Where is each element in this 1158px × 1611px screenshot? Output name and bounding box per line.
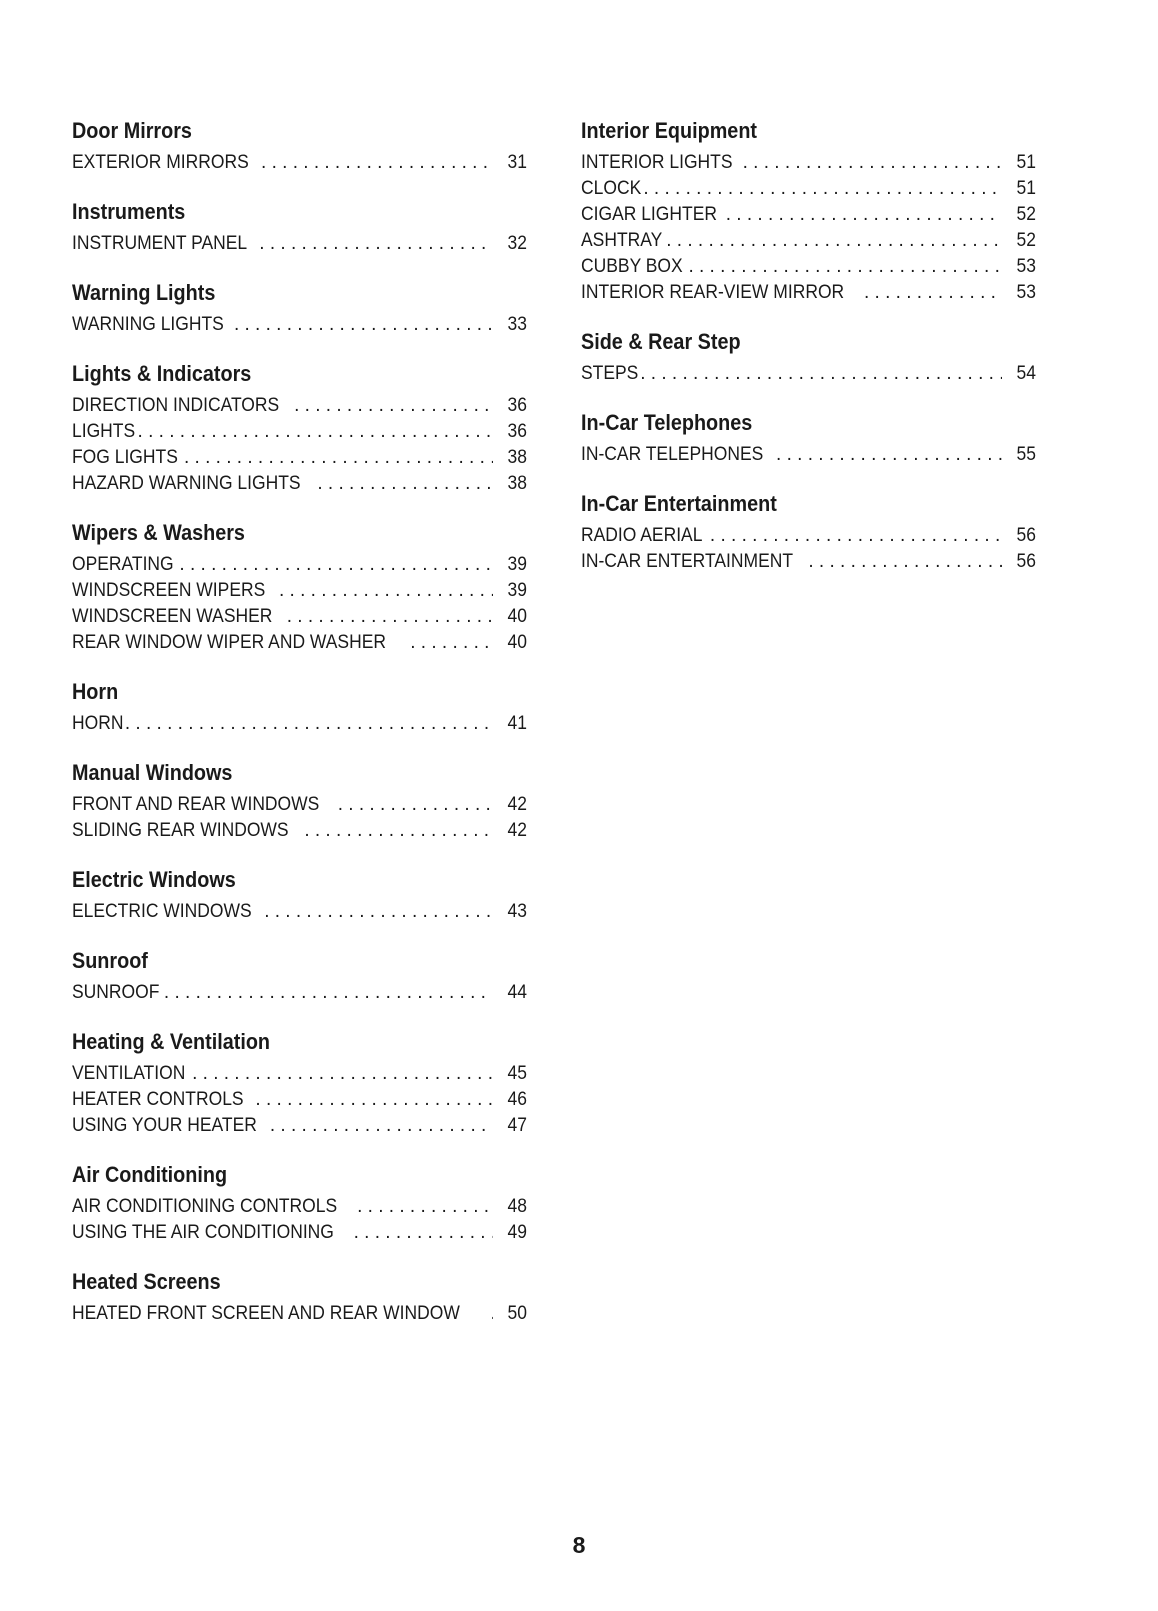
toc-entry-page: 31 [507, 152, 527, 173]
toc-entry-page: 48 [507, 1196, 527, 1217]
dot-leader [743, 150, 1002, 176]
toc-entry-page: 45 [507, 1063, 527, 1084]
section-title: Heating & Ventilation [72, 1029, 271, 1054]
dot-leader [338, 792, 493, 818]
toc-entry-page: 39 [507, 580, 527, 601]
toc-entry[interactable] [72, 312, 527, 338]
toc-entry-page: 51 [1016, 178, 1036, 199]
toc-entry-page: 36 [507, 395, 527, 416]
toc-entry-label: USING YOUR HEATER [72, 1115, 257, 1136]
toc-entry[interactable] [581, 176, 1036, 202]
toc-entry-label: ASHTRAY [581, 230, 663, 251]
toc-entry-label: HORN [72, 713, 124, 734]
section-title: Heated Screens [72, 1269, 221, 1294]
toc-entry-page: 50 [507, 1303, 527, 1324]
section-title: Sunroof [72, 948, 148, 973]
toc-entry-page: 40 [507, 632, 527, 653]
toc-entry-label: HEATED FRONT SCREEN AND REAR WINDOW [72, 1303, 460, 1324]
toc-entry-label: HAZARD WARNING LIGHTS [72, 473, 301, 494]
toc-entry-label: FRONT AND REAR WINDOWS [72, 794, 320, 815]
toc-entry-label: IN-CAR TELEPHONES [581, 444, 764, 465]
toc-entry-label: REAR WINDOW WIPER AND WASHER [72, 632, 387, 653]
toc-entry[interactable] [72, 445, 527, 471]
toc-entry[interactable] [72, 471, 527, 497]
toc-entry-label: INTERIOR LIGHTS [581, 152, 733, 173]
dot-leader [279, 578, 493, 604]
toc-entry-page: 36 [507, 421, 527, 442]
toc-entry-page: 53 [1016, 282, 1036, 303]
dot-leader [357, 1194, 493, 1220]
toc-entry-label: HEATER CONTROLS [72, 1089, 244, 1110]
section-title: Door Mirrors [72, 118, 192, 143]
section-title: Instruments [72, 199, 186, 224]
toc-entry[interactable] [72, 150, 527, 176]
toc-entry-page: 46 [507, 1089, 527, 1110]
toc-entry-page: 56 [1016, 551, 1036, 572]
toc-entry-page: 52 [1016, 230, 1036, 251]
toc-section [72, 278, 527, 338]
dot-leader [776, 442, 1002, 468]
toc-entry-page: 40 [507, 606, 527, 627]
toc-entry[interactable] [581, 280, 1036, 306]
section-title: In-Car Entertainment [581, 491, 777, 516]
toc-entry-page: 41 [507, 713, 527, 734]
toc-entry[interactable] [72, 792, 527, 818]
dot-leader [354, 1220, 493, 1246]
toc-entry-page: 38 [507, 447, 527, 468]
toc-entry[interactable] [581, 549, 1036, 575]
dot-leader [666, 228, 1002, 254]
dot-leader [304, 818, 493, 844]
toc-entry-label: USING THE AIR CONDITIONING [72, 1222, 334, 1243]
toc-section [581, 116, 1036, 306]
toc-entry-label: FOG LIGHTS [72, 447, 178, 468]
dot-leader [138, 419, 493, 445]
toc-section [72, 865, 527, 925]
dot-leader [643, 176, 1002, 202]
toc-entry-label: DIRECTION INDICATORS [72, 395, 280, 416]
toc-section [72, 359, 527, 497]
toc-section [72, 677, 527, 737]
toc-entry[interactable] [72, 231, 527, 257]
toc-entry-label: INSTRUMENT PANEL [72, 233, 248, 254]
toc-entry[interactable] [72, 578, 527, 604]
toc-entry-label: CIGAR LIGHTER [581, 204, 717, 225]
toc-entry[interactable] [72, 393, 527, 419]
toc-section [72, 197, 527, 257]
toc-section [581, 408, 1036, 468]
toc-section [72, 758, 527, 844]
toc-section [72, 1027, 527, 1139]
toc-entry[interactable] [72, 419, 527, 445]
toc-entry-label: CUBBY BOX [581, 256, 683, 277]
toc-entry-page: 56 [1016, 525, 1036, 546]
toc-entry-label: OPERATING [72, 554, 174, 575]
toc-left-column [72, 116, 527, 1348]
toc-section [72, 116, 527, 176]
toc-entry-page: 47 [507, 1115, 527, 1136]
toc-entry[interactable] [72, 604, 527, 630]
toc-entry-label: SLIDING REAR WINDOWS [72, 820, 289, 841]
toc-entry[interactable] [581, 228, 1036, 254]
page-number: 8 [572, 1532, 586, 1558]
dot-leader [726, 202, 1002, 228]
toc-entry[interactable] [581, 202, 1036, 228]
toc-entry-page: 42 [507, 820, 527, 841]
section-title: Warning Lights [72, 280, 216, 305]
toc-entry[interactable] [72, 630, 527, 656]
toc-entry[interactable] [72, 711, 527, 737]
toc-entry-page: 33 [507, 314, 527, 335]
toc-entry-page: 49 [507, 1222, 527, 1243]
dot-leader [179, 552, 493, 578]
toc-entry-page: 39 [507, 554, 527, 575]
toc-entry-label: CLOCK [581, 178, 642, 199]
section-title: Interior Equipment [581, 118, 758, 143]
toc-section [581, 327, 1036, 387]
section-title: Horn [72, 679, 119, 704]
toc-entry-label: ELECTRIC WINDOWS [72, 901, 252, 922]
toc-section [72, 518, 527, 656]
toc-entry-page: 32 [507, 233, 527, 254]
toc-entry-label: VENTILATION [72, 1063, 186, 1084]
dot-leader [125, 711, 493, 737]
toc-entry-page: 52 [1016, 204, 1036, 225]
toc-section [72, 1160, 527, 1246]
section-title: Side & Rear Step [581, 329, 741, 354]
toc-entry[interactable] [72, 899, 527, 925]
section-title: Wipers & Washers [72, 520, 245, 545]
dot-leader [270, 1113, 493, 1139]
toc-entry-label: IN-CAR ENTERTAINMENT [581, 551, 794, 572]
toc-entry[interactable] [72, 980, 527, 1006]
dot-leader [234, 312, 493, 338]
toc-entry[interactable] [581, 361, 1036, 387]
toc-right-column [581, 116, 1036, 596]
dot-leader [864, 280, 1002, 306]
section-title: Manual Windows [72, 760, 233, 785]
toc-entry[interactable] [72, 1061, 527, 1087]
toc-entry-page: 53 [1016, 256, 1036, 277]
toc-entry-page: 44 [507, 982, 527, 1003]
dot-leader [261, 150, 493, 176]
toc-entry[interactable] [581, 254, 1036, 280]
toc-entry[interactable] [72, 1301, 527, 1327]
toc-section [72, 946, 527, 1006]
dot-leader [255, 1087, 493, 1113]
toc-entry-page: 54 [1016, 363, 1036, 384]
toc-entry-label: WINDSCREEN WASHER [72, 606, 273, 627]
toc-entry-label: LIGHTS [72, 421, 136, 442]
dot-leader [410, 630, 493, 656]
toc-entry-label: WARNING LIGHTS [72, 314, 224, 335]
dot-leader [192, 1061, 493, 1087]
toc-entry[interactable] [581, 523, 1036, 549]
dot-leader [294, 393, 493, 419]
dot-leader [710, 523, 1002, 549]
dot-leader [264, 899, 493, 925]
toc-entry-label: WINDSCREEN WIPERS [72, 580, 266, 601]
section-title: Air Conditioning [72, 1162, 228, 1187]
toc-section [72, 1267, 527, 1327]
toc-entry-label: EXTERIOR MIRRORS [72, 152, 249, 173]
toc-entry[interactable] [72, 818, 527, 844]
section-title: Electric Windows [72, 867, 236, 892]
toc-entry-page: 38 [507, 473, 527, 494]
toc-entry-label: SUNROOF [72, 982, 160, 1003]
toc-entry-page: 42 [507, 794, 527, 815]
dot-leader [808, 549, 1002, 575]
dot-leader [287, 604, 493, 630]
toc-entry-page: 51 [1016, 152, 1036, 173]
toc-entry[interactable] [581, 150, 1036, 176]
toc-entry-label: AIR CONDITIONING CONTROLS [72, 1196, 338, 1217]
toc-entry-label: STEPS [581, 363, 639, 384]
dot-leader [688, 254, 1002, 280]
section-title: In-Car Telephones [581, 410, 753, 435]
toc-entry[interactable] [72, 1220, 527, 1246]
toc-entry[interactable] [72, 552, 527, 578]
toc-entry-page: 55 [1016, 444, 1036, 465]
dot-leader [490, 1301, 493, 1327]
toc-entry-page: 43 [507, 901, 527, 922]
toc-section [581, 489, 1036, 575]
section-title: Lights & Indicators [72, 361, 252, 386]
dot-leader [184, 445, 493, 471]
toc-entry[interactable] [581, 442, 1036, 468]
dot-leader [640, 361, 1002, 387]
toc-entry[interactable] [72, 1194, 527, 1220]
dot-leader [164, 980, 493, 1006]
dot-leader [259, 231, 493, 257]
toc-entry-label: RADIO AERIAL [581, 525, 703, 546]
toc-entry[interactable] [72, 1113, 527, 1139]
toc-entry-label: INTERIOR REAR-VIEW MIRROR [581, 282, 845, 303]
toc-entry[interactable] [72, 1087, 527, 1113]
dot-leader [317, 471, 493, 497]
